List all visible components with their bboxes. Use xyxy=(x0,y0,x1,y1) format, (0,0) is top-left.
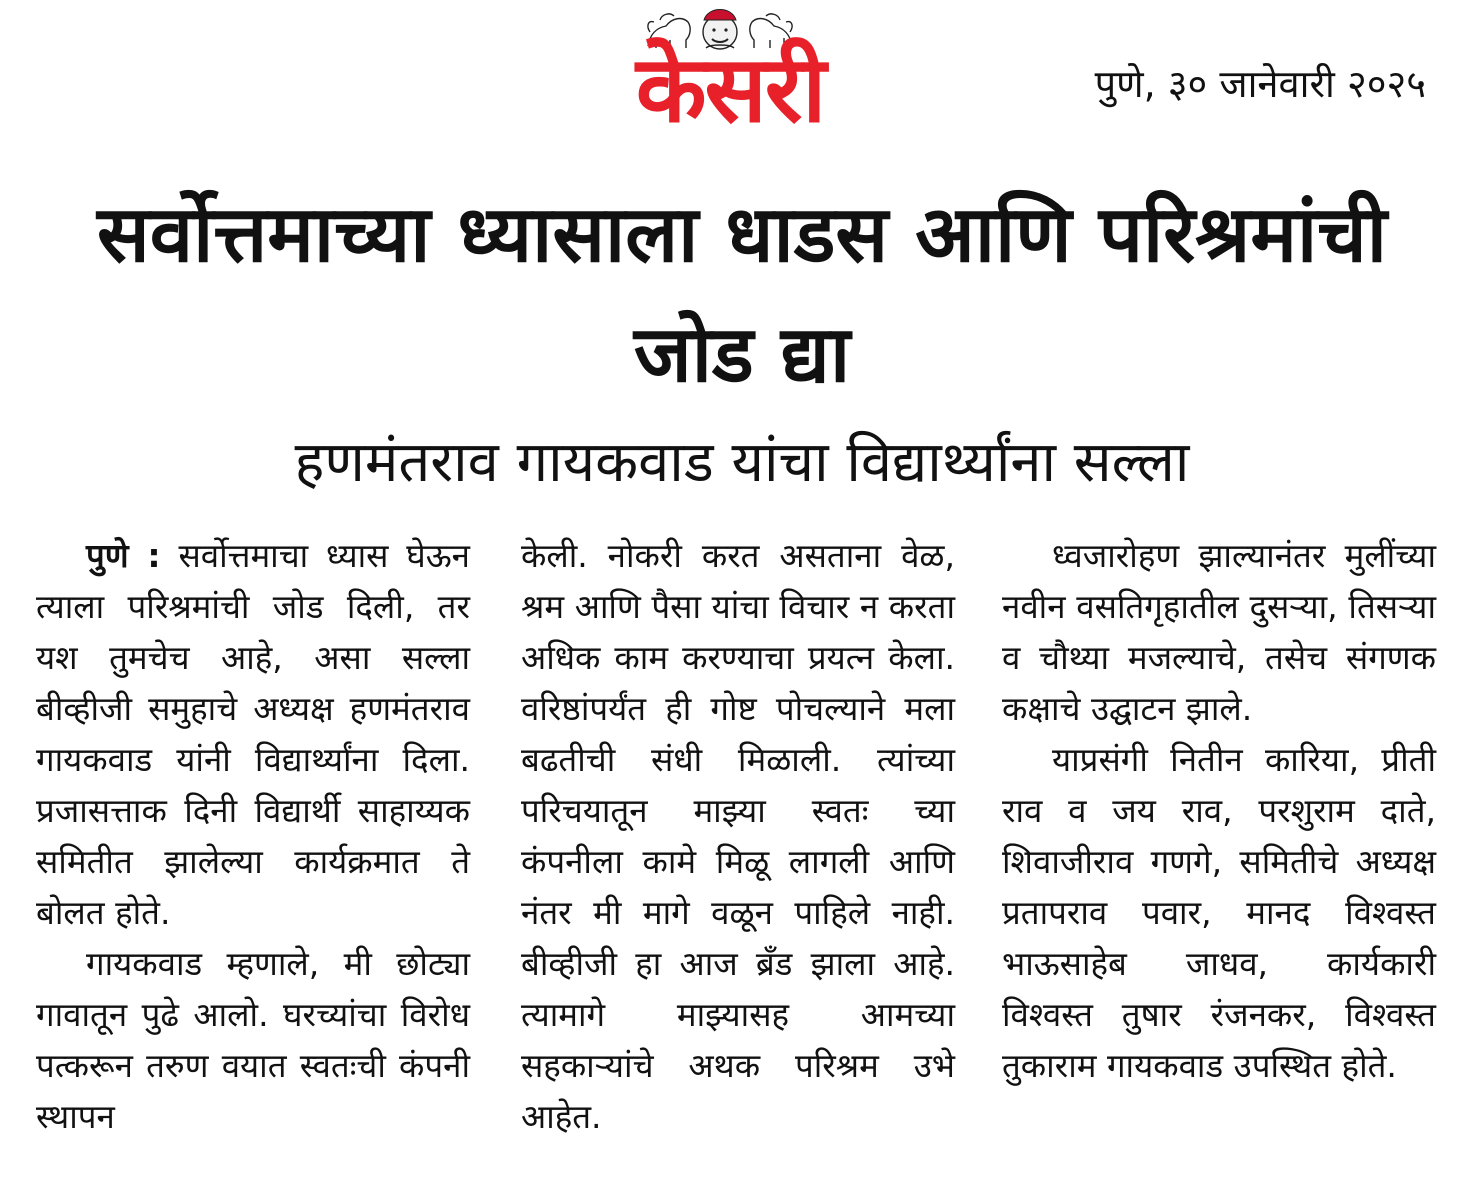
article-column-1 xyxy=(36,530,470,1142)
article-column-2 xyxy=(521,530,955,1142)
subheadline: हणमंतराव गायकवाड यांचा विद्यार्थ्यांना सल्ला xyxy=(294,430,1190,495)
newspaper-title: केसरी xyxy=(635,36,825,143)
city-label: पुणे : xyxy=(86,536,161,575)
article-column-3 xyxy=(1002,530,1436,1091)
article-paragraph-1: पुणे : सर्वोत्तमाचा ध्यास घेऊन त्याला परिश्रमांची जोड दिली, तर यश तुमचेच आहे, असा सल्ला बीव्हीजी समुहाचे अध्यक्ष हणमंतराव गायकवाड यांनी विद्यार्थ्यांना दिला. प्रजासत्ताक दिनी विद्यार्थी साहाय्यक समितीत झालेल्या कार्यक्रमात ते बोलत होते. xyxy=(36,536,470,932)
article-paragraph-2-part-2: केली. नोकरी करत असताना वेळ, श्रम आणि पैसा यांचा विचार न करता अधिक काम करण्याचा प्रयत्न केला. वरिष्ठांपर्यंत ही गोष्ट पोचल्याने मला बढतीची संधी मिळाली. त्यांच्या परिचयातून माझ्या स्वतः च्या कंपनीला कामे मिळू लागली आणि नंतर मी मागे वळून पाहिले नाही. बीव्हीजी हा आज ब्रँड झाला आहे. त्यामागे माझ्यासह आमच्या सहकाऱ्यांचे अथक परिश्रम उभे आहेत. xyxy=(521,536,955,1136)
article-paragraph-2-part-1: गायकवाड म्हणाले, मी छोट्या गावातून पुढे आलो. घरच्यांचा विरोध पत्करून तरुण वयात स्वतःची कंपनी स्थापन xyxy=(36,944,470,1136)
article-paragraph-4: याप्रसंगी नितीन कारिया, प्रीती राव व जय राव, परशुराम दाते, शिवाजीराव गणगे, समितीचे अध्यक्ष प्रतापराव पवार, मानद विश्वस्त भाऊसाहेब जाधव, कार्यकारी विश्वस्त तुषार रंजनकर, विश्वस्त तुकाराम गायकवाड उपस्थित होते. xyxy=(1002,740,1436,1085)
headline: सर्वोत्तमाच्या ध्यासाला धाडस आणि परिश्रमांची जोड द्या xyxy=(97,190,1387,400)
article-paragraph-3: ध्वजारोहण झाल्यानंतर मुलींच्या नवीन वसतिगृहातील दुसऱ्या, तिसऱ्या व चौथ्या मजल्याचे, तसेच संगणक कक्षाचे उद्घाटन झाले. xyxy=(1002,536,1436,728)
masthead xyxy=(540,0,920,150)
dateline: पुणे, ३० जानेवारी २०२५ xyxy=(1094,62,1426,106)
